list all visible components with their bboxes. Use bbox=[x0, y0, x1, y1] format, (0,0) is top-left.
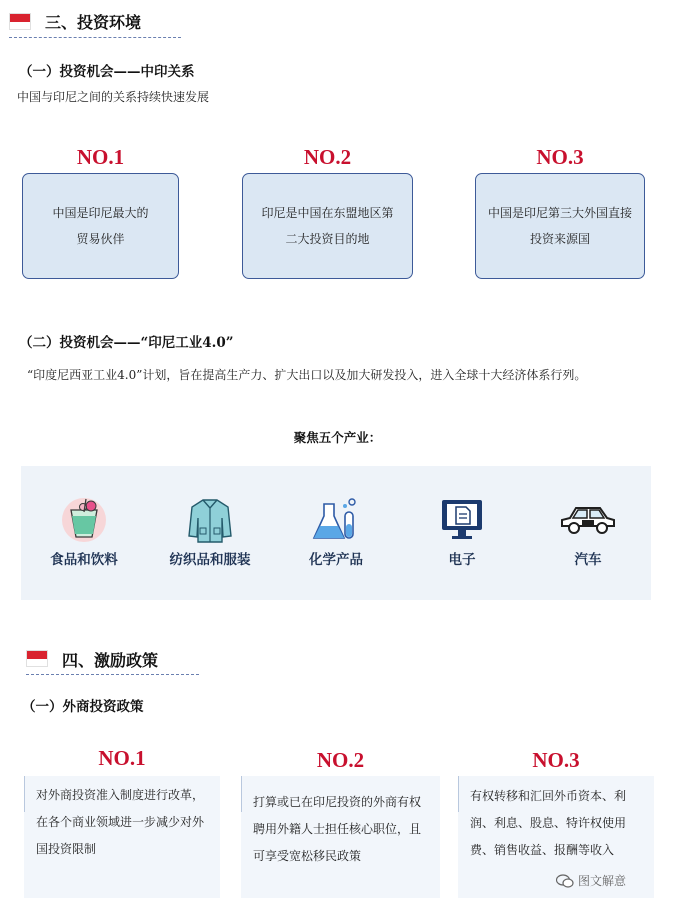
card-accent-line bbox=[458, 776, 459, 812]
industry-item bbox=[525, 466, 651, 600]
jacket-icon bbox=[186, 496, 234, 544]
card-number: NO.3 bbox=[532, 748, 580, 772]
info-card bbox=[242, 173, 413, 279]
paragraph: 中国与印尼之间的关系持续快速发展 bbox=[17, 90, 210, 104]
card-number: NO.1 bbox=[76, 145, 125, 169]
car-icon bbox=[558, 496, 618, 544]
industry-label: 汽车 bbox=[574, 552, 602, 568]
card-accent-line bbox=[241, 776, 242, 812]
industry-label: 电子 bbox=[448, 552, 476, 568]
drink-cup-icon bbox=[60, 496, 108, 544]
card-text: 对外商投资准入制度进行改革，在各个商业领域进一步减少对外国投资限制 bbox=[36, 788, 205, 856]
monitor-icon bbox=[438, 496, 486, 544]
industry-item bbox=[147, 466, 273, 600]
title-underline bbox=[26, 674, 199, 675]
policy-card bbox=[24, 776, 220, 898]
card-number: NO.2 bbox=[303, 145, 352, 169]
card-text: 中国是印尼最大的贸易伙伴 bbox=[52, 206, 149, 246]
flask-icon bbox=[312, 496, 360, 544]
card-number: NO.2 bbox=[316, 748, 365, 772]
subsection-title: （一）投资机会——中印关系 bbox=[19, 64, 195, 80]
section-title: 三、投资环境 bbox=[45, 13, 142, 32]
watermark-text: 图文解意 bbox=[578, 874, 627, 888]
card-accent-line bbox=[24, 776, 25, 812]
card-text: 中国是印尼第三大外国直接投资来源国 bbox=[488, 206, 633, 246]
industry-item bbox=[273, 466, 399, 600]
card-text: 有权转移和汇回外币资本、利润、利息、股息、特许权使用费、销售收益、报酬等收入 bbox=[470, 789, 627, 857]
card-number: NO.3 bbox=[536, 145, 584, 169]
info-card bbox=[475, 173, 645, 279]
industry-item bbox=[399, 466, 525, 600]
policy-card bbox=[241, 776, 440, 898]
indonesia-flag-icon bbox=[26, 650, 48, 667]
focus-heading: 聚焦五个产业： bbox=[293, 430, 382, 445]
industry-item bbox=[21, 466, 147, 600]
industry-panel bbox=[21, 466, 651, 600]
wechat-icon bbox=[556, 874, 574, 888]
info-card bbox=[22, 173, 179, 279]
title-underline bbox=[9, 37, 181, 38]
subsection-title: （一）外商投资政策 bbox=[22, 699, 144, 715]
paragraph: “印度尼西亚工业4.0”计划，旨在提高生产力、扩大出口以及加大研发投入，进入全球十大经济体系行列。 bbox=[27, 368, 587, 382]
card-number: NO.1 bbox=[98, 746, 146, 770]
industry-label: 食品和饮料 bbox=[50, 552, 118, 568]
industry-label: 化学产品 bbox=[309, 552, 363, 568]
subsection-title: （二）投资机会——“印尼工业4.0” bbox=[19, 335, 234, 351]
card-text: 印尼是中国在东盟地区第二大投资目的地 bbox=[261, 206, 394, 246]
watermark bbox=[556, 872, 626, 889]
indonesia-flag-icon bbox=[9, 13, 31, 30]
section-title: 四、激励政策 bbox=[62, 651, 159, 670]
card-text: 打算或已在印尼投资的外商有权聘用外籍人士担任核心职位，且可享受宽松移民政策 bbox=[253, 795, 422, 863]
industry-label: 纺织品和服装 bbox=[169, 552, 251, 568]
